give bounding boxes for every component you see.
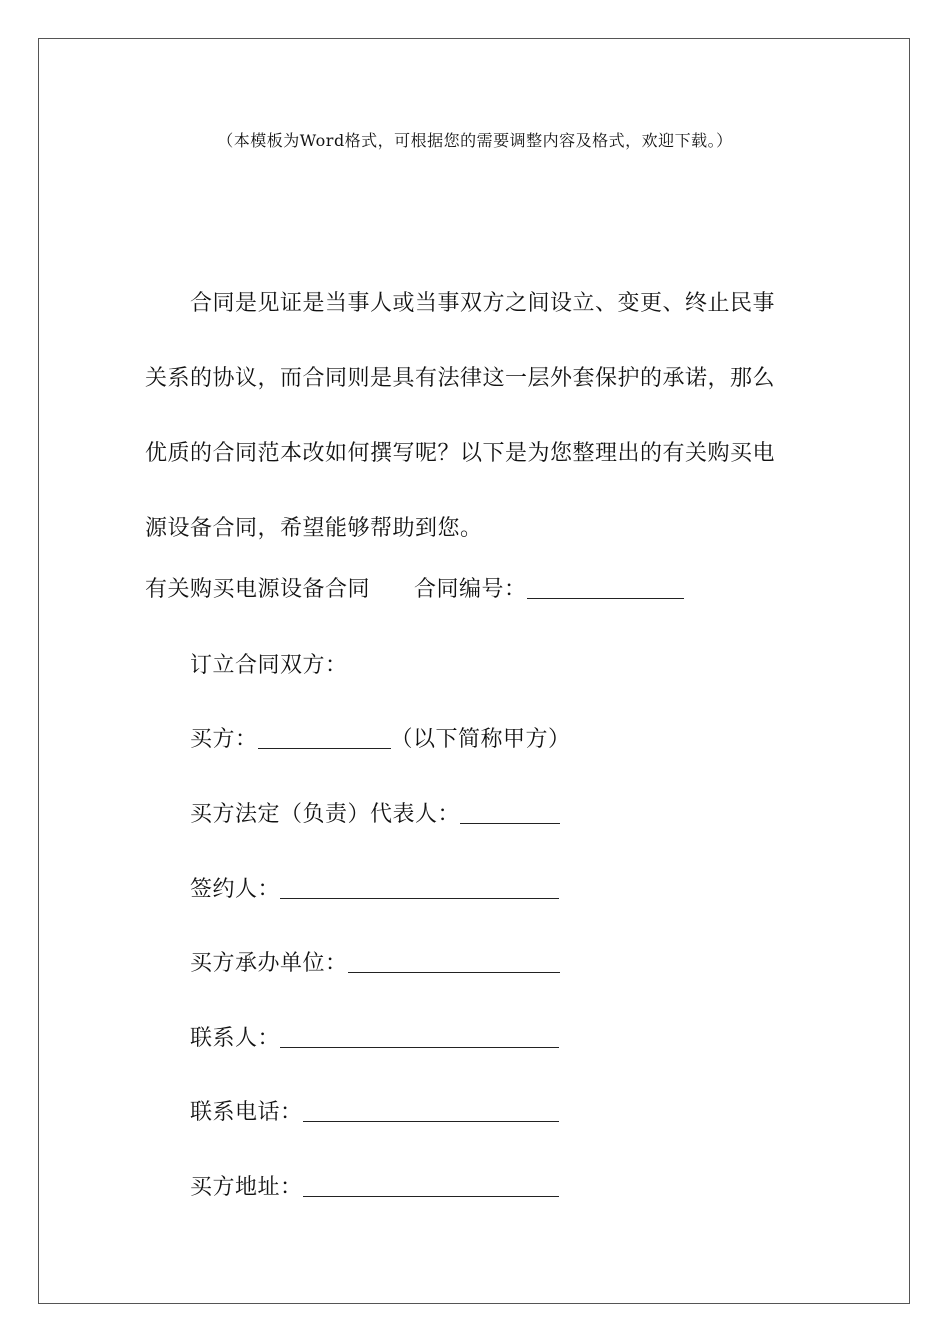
parties-heading: 订立合同双方：: [190, 653, 348, 678]
contract-number-label: 合同编号：: [414, 577, 527, 602]
undertaking-unit-label: 买方承办单位：: [190, 951, 348, 976]
legal-rep-label: 买方法定（负责）代表人：: [190, 802, 461, 827]
contact-person-label: 联系人：: [190, 1026, 281, 1051]
address-label: 买方地址：: [190, 1175, 303, 1200]
address-row: [190, 1170, 559, 1201]
signatory-blank[interactable]: [280, 878, 559, 899]
contract-title-row: [145, 572, 684, 603]
signatory-label: 签约人：: [190, 877, 281, 902]
address-blank[interactable]: [303, 1176, 559, 1197]
signatory-row: [190, 872, 559, 903]
undertaking-unit-blank[interactable]: [348, 952, 560, 973]
contact-phone-label: 联系电话：: [190, 1100, 303, 1125]
contract-number-blank[interactable]: [527, 578, 684, 599]
buyer-name-blank[interactable]: [258, 728, 391, 749]
buyer-alias-note: （以下简称甲方）: [390, 727, 571, 752]
contact-phone-blank[interactable]: [303, 1101, 559, 1122]
contact-person-blank[interactable]: [280, 1027, 559, 1048]
intro-paragraph: 合同是见证是当事人或当事双方之间设立、变更、终止民事关系的协议，而合同则是具有法律这一层外套保护的承诺，那么优质的合同范本改如何撰写呢？以下是为您整理出的有关购买电源设备合同，希望能够帮助到您。: [145, 291, 776, 541]
buyer-row: [190, 722, 571, 753]
legal-rep-blank[interactable]: [460, 803, 560, 824]
contact-person-row: [190, 1021, 559, 1052]
legal-rep-row: [190, 797, 560, 828]
template-notice: （本模板为Word格式，可根据您的需要调整内容及格式，欢迎下载。）: [217, 131, 733, 150]
contract-title: 有关购买电源设备合同: [145, 577, 371, 602]
undertaking-unit-row: [190, 946, 560, 977]
buyer-label: 买方：: [190, 727, 258, 752]
contact-phone-row: [190, 1095, 559, 1126]
